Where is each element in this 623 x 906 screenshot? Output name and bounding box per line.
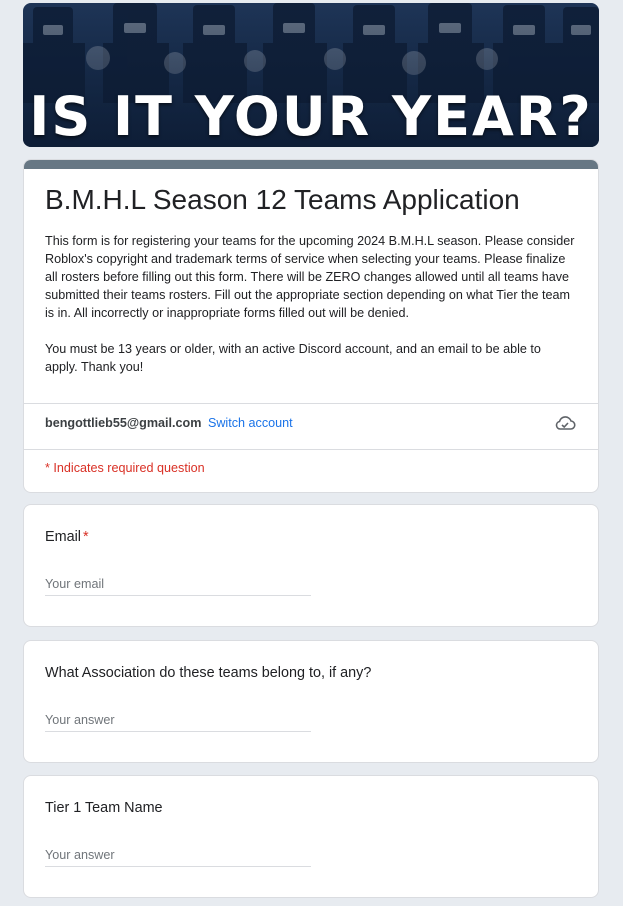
cloud-saved-icon: [554, 414, 576, 437]
form-description: This form is for registering your teams for the upcoming 2024 B.M.H.L season. Please consider Roblox's copyright and trademark terms of service when selecting your teams. Please finalize all rosters before filling out this form. There will be ZERO changes allowed until all teams have submitted their teams rosters. Fill out the appropriate section depending on what Tier the team is in. All incorrectly or inappropriate forms filled out will be denied. You must be 13 years or older, with an active Discord account, and an email to be able to apply. Thank you!: [45, 234, 575, 374]
question-card-email: [23, 504, 599, 627]
question-label: [45, 664, 371, 682]
question-card-tier1-team-name: [23, 775, 599, 898]
form-title-card: [23, 159, 599, 493]
question-text: What Association do these teams belong to, if any?: [45, 665, 372, 681]
account-email: bengottlieb55@gmail.com: [45, 416, 202, 430]
form-title: B.M.H.L Season 12 Teams Application: [45, 184, 520, 215]
divider: [24, 403, 598, 404]
question-label: [45, 528, 89, 546]
required-question-note: * Indicates required question: [45, 461, 205, 475]
account-row: [45, 414, 293, 432]
divider: [24, 449, 598, 450]
question-card-association: [23, 640, 599, 763]
banner-headline: IS IT YOUR YEAR?: [29, 85, 593, 147]
question-label: [45, 799, 163, 817]
tier1-team-name-input[interactable]: [45, 848, 311, 867]
email-input[interactable]: [45, 577, 311, 596]
question-text: Tier 1 Team Name: [45, 800, 163, 816]
question-text: Email: [45, 529, 81, 545]
association-input[interactable]: [45, 713, 311, 732]
required-asterisk: *: [82, 529, 89, 545]
theme-color-bar: [24, 160, 598, 169]
switch-account-link[interactable]: Switch account: [207, 416, 293, 430]
header-banner: [23, 3, 599, 147]
